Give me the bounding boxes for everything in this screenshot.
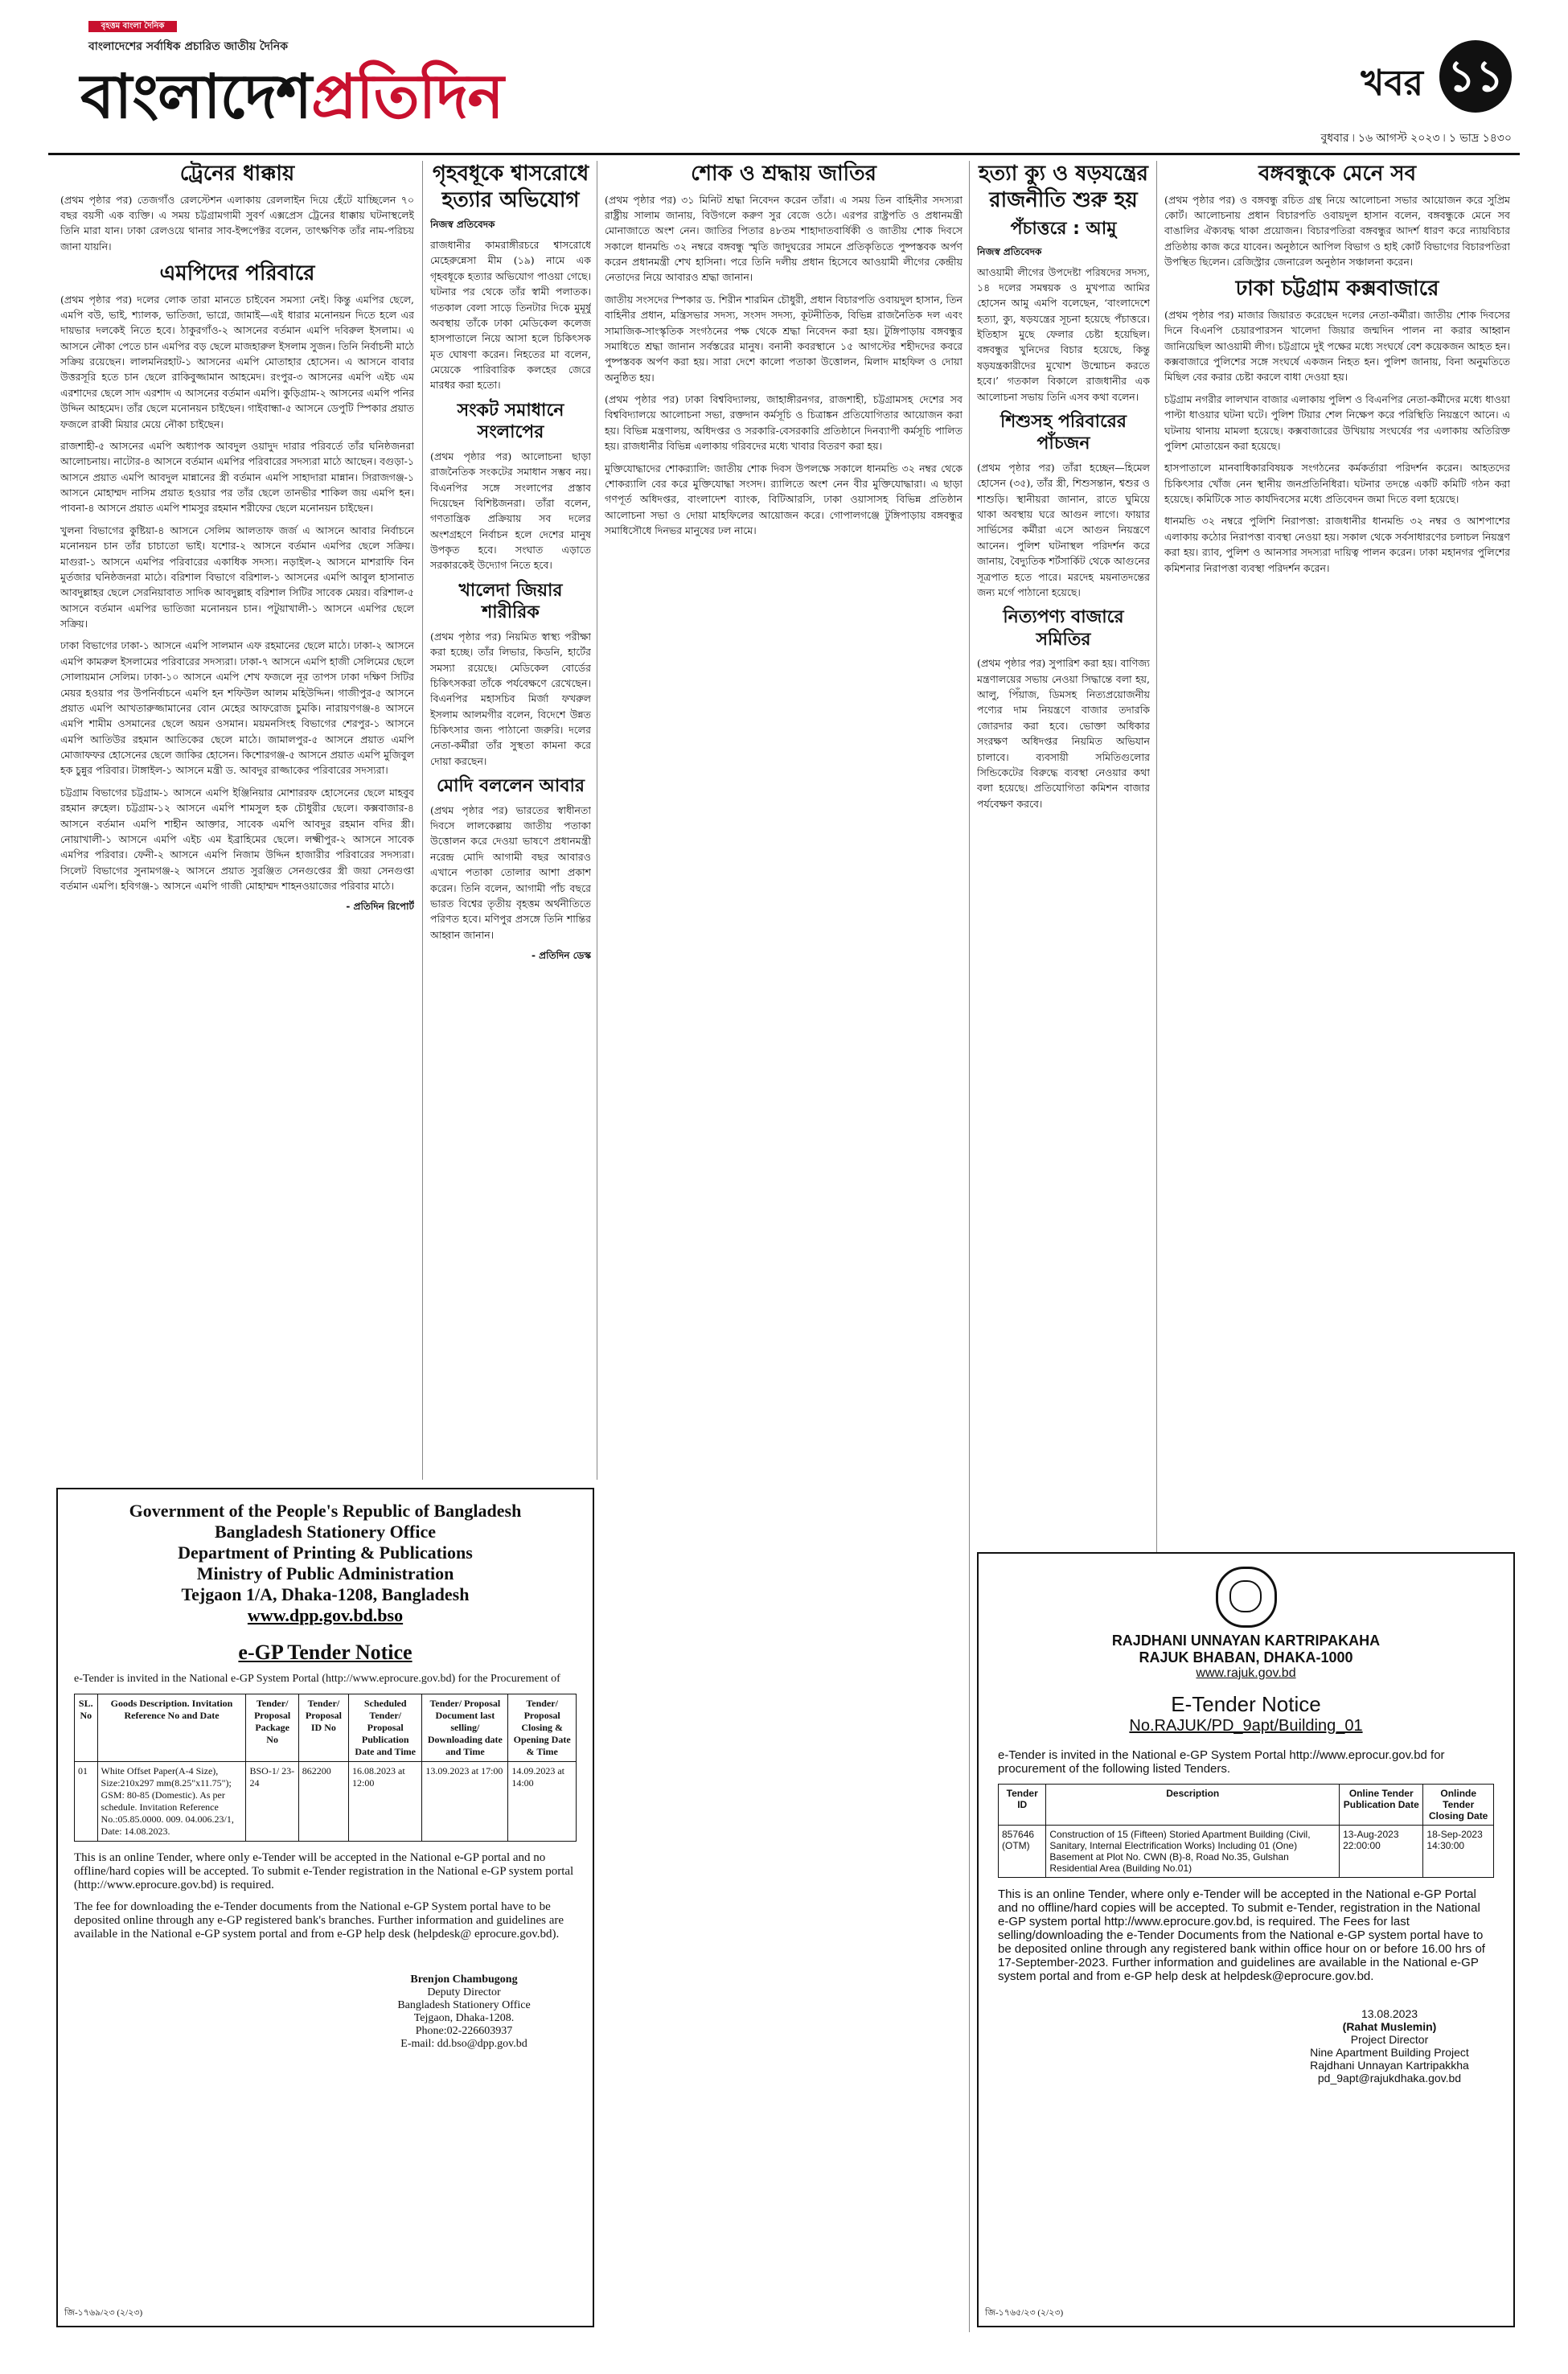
headline-modi[interactable]: মোদি বললেন আবার (436, 776, 585, 797)
column-divider (1156, 161, 1157, 1701)
headline-dialogue[interactable]: সংকট সমাধানে সংলাপের (457, 400, 564, 443)
headline-amu-sub: পঁচাত্তরে : আমু (1010, 219, 1117, 239)
ad-gov-line: Government of the People's Republic of Bangladesh (129, 1501, 522, 1521)
table-header: Onlinde Tender Closing Date (1423, 1785, 1494, 1826)
sig-project: Nine Apartment Building Project (1310, 2046, 1469, 2059)
headline-mourning[interactable]: শোক ও শ্রদ্ধায় জাতির (691, 162, 876, 186)
ad-ministry-line: Ministry of Public Administration (196, 1563, 454, 1583)
table-header: Tender/ Proposal Document last selling/ Downloading date and Time (422, 1694, 508, 1762)
sig-title: Deputy Director (427, 1986, 501, 1998)
article-credit: - প্রতিদিন রিপোর্ট (346, 901, 414, 913)
sig-email[interactable]: E-mail: dd.bso@dpp.gov.bd (400, 2038, 527, 2050)
ad-dept-line: Department of Printing & Publications (178, 1542, 473, 1563)
byline: নিজস্ব প্রতিবেদক (977, 245, 1042, 257)
article-body: রাজধানীর কামরাঙ্গীরচরে শ্বাসরোধে মেহেরুন্নেসা মীম (১৯) নামে এক গৃহবধূকে হত্যার অভিযোগ পাওয়া গেছে। ঘটনার পর থেকে তাঁর স্বামী পলাতক। গতকাল বেলা সাড়ে তিনটার দিকে মুমূর্ষু অবস্থায় তাঁকে ঢাকা মেডিকেল কলেজ হাসপাতালে নিয়ে আসা হলে চিকিৎসক মৃত ঘোষণা করেন। নিহতের মা বলেন, মেয়েকে পারিবারিক কলহের জেরে মারধর করা হতো। (430, 239, 591, 392)
article-body: (প্রথম পৃষ্ঠার পর) ও বঙ্গবন্ধু রচিত গ্রন্থ নিয়ে আলোচনা সভার আয়োজন করে সুপ্রিম কোর্ট। আলোচনায় প্রধান বিচারপতি ওবায়দুল হাসান বলেন, বঙ্গবন্ধুকে মেনে সব বাঙালির ঐক্যবদ্ধ থাকা প্রয়োজন। বিচারপতিরা বঙ্গবন্ধুর আদর্শ ধারণ করে ন্যায়বিচার প্রতিষ্ঠায় কাজ করে যাবেন। অনুষ্ঠানে আপিল বিভাগ ও হাই কোর্ট বিভাগের বিচারপতিরা উপস্থিত ছিলেন। রেজিস্ট্রার জেনারেল অনুষ্ঠান সঞ্চালনা করেন। (1164, 193, 1510, 268)
logo-tag: বৃহত্তম বাংলা দৈনিক (88, 21, 177, 32)
table-header: Tender ID (999, 1785, 1046, 1826)
sig-date: 13.08.2023 (1361, 2007, 1418, 2020)
logo-part-2: প্রতিদিন (311, 60, 503, 132)
table-header: Online Tender Publication Date (1340, 1785, 1423, 1826)
sig-email[interactable]: pd_9apt@rajukdhaka.gov.bd (1317, 2072, 1462, 2084)
table-cell: BSO-1/ 23-24 (246, 1762, 298, 1842)
rajuk-tender-ad (977, 1552, 1515, 2327)
headline-market[interactable]: নিত্যপণ্য বাজারে সমিতির (1003, 607, 1124, 650)
rajuk-ref: No.RAJUK/PD_9apt/Building_01 (1129, 1717, 1363, 1735)
article-body: (প্রথম পৃষ্ঠার পর) ভারতের স্বাধীনতা দিবসে লালকেল্লায় জাতীয় পতাকা উত্তোলন করে দেওয়া ভাষণে প্রধানমন্ত্রী নরেন্দ্র মোদি আগামী বছর আবারও এখানে পতাকা তোলার আশা প্রকাশ করেন। তিনি বলেন, আগামী পাঁচ বছরে ভারত বিশ্বের তৃতীয় বৃহত্তম অর্থনীতিতে পরিণত হবে। মণিপুর প্রসঙ্গে তিনি শান্তির আহ্বান জানান। (430, 803, 591, 941)
rajuk-notes: This is an online Tender, where only e-Tender will be accepted in the National e-GP Portal and no offline/hard copies will be accepted. To submit e-Tender, registration in the National e-GP system portal http://www.eprocure.gov.bd, is required. The Fees for last selling/downloading the e-Tender Documents from the National e-GP system portal have to be deposited online through any registered bank within office hour on or before 16.00 hrs of 17-September-2023. Further information and guidelines are available in the National e-GP system portal and from e-GP help desk at helpdesk@eprocure.gov.bd. (998, 1887, 1485, 1983)
article-body: জাতীয় সংসদের স্পিকার ড. শিরীন শারমিন চৌধুরী, প্রধান বিচারপতি ওবায়দুল হাসান, তিন বাহিনীর প্রধান, মন্ত্রিসভার সদস্য, সংসদ সদস্য, কূটনীতিক, বিভিন্ন রাজনৈতিক দল এবং সামাজিক-সাংস্কৃতিক সংগঠনের পক্ষ থেকে শ্রদ্ধা নিবেদন করা হয়। টুঙ্গিপাড়ায় বঙ্গবন্ধুর সমাধিতে শ্রদ্ধা জানান সর্বস্তরের মানুষ। বনানী কবরস্থানে ১৫ আগস্টের শহীদদের কবরে পুষ্পস্তবক অর্পণ করা হয়। সারা দেশে কালো পতাকা উত্তোলন, মিলাদ মাহফিল ও দোয়া অনুষ্ঠিত হয়। (605, 293, 963, 384)
article-body: ধানমন্ডি ৩২ নম্বরে পুলিশি নিরাপত্তা: রাজধানীর ধানমন্ডি ৩২ নম্বর ও আশপাশের এলাকায় কঠোর নিরাপত্তা ব্যবস্থা নেওয়া হয়। সকাল থেকে সর্বসাধারণের চলাচল নিয়ন্ত্রণ করা হয়। র‍্যাব, পুলিশ ও আনসার সদস্যরা দায়িত্ব পালন করেন। ঢাকা মহানগর পুলিশের কমিশনার নিরাপত্তা ব্যবস্থা পরিদর্শন করেন। (1164, 515, 1510, 574)
article-body: হাসপাতালে মানবাধিকারবিষয়ক সংগঠনের কর্মকর্তারা পরিদর্শন করেন। আহতদের চিকিৎসার খোঁজ নেন স্থানীয় জনপ্রতিনিধিরা। ঘটনার তদন্তে একটি কমিটি গঠন করা হয়েছে। কমিটিকে সাত কার্যদিবসের মধ্যে প্রতিবেদন জমা দিতে বলা হয়েছে। (1164, 462, 1510, 505)
table-header: Tender/ Proposal Closing & Opening Date & Time (508, 1694, 577, 1762)
column-3 (605, 161, 963, 2332)
newspaper-logo[interactable] (80, 50, 503, 152)
headline-amu[interactable]: হত্যা ক্যু ও ষড়যন্ত্রের রাজনীতি শুরু হয় (979, 162, 1148, 212)
rajuk-intro: e-Tender is invited in the National e-GP System Portal http://www.eprocur.gov.bd for procurement of the following listed Tenders. (998, 1748, 1445, 1776)
table-header: Goods Description. Invitation Reference No and Date (97, 1694, 246, 1762)
headline-fire-family[interactable]: শিশুসহ পরিবারের পাঁচজন (1000, 411, 1127, 454)
ad-intro: e-Tender is invited in the National e-GP System Portal (http://www.eprocure.gov.bd) for the Procurement of (74, 1673, 560, 1685)
table-cell: White Offset Paper(A-4 Size), Size:210x297 mm(8.25"x11.75"); GSM: 80-85 (Domestic). As per schedule. Invitation Reference No.:05.85.0000. 009. 04.006.23/1, Date: 14.08.2023. (97, 1762, 246, 1842)
ad-signature-block (351, 1974, 577, 2051)
masthead (48, 16, 1520, 155)
ad-note-2: The fee for downloading the e-Tender documents from the National e-GP System portal have to be deposited online through any e-GP registered bank's branches. Further information and guidelines are available in the National e-GP system portal and from e-GP help desk (helpdesk@ eprocure.gov.bd). (74, 1900, 564, 1941)
headline-khaleda[interactable]: খালেদা জিয়ার শারীরিক (458, 580, 563, 623)
sig-org: Rajdhani Unnayan Kartripakkha (1310, 2059, 1469, 2072)
article-body: (প্রথম পৃষ্ঠার পর) ৩১ মিনিট শ্রদ্ধা নিবেদন করেন তাঁরা। এ সময় তিন বাহিনীর সদস্যরা রাষ্ট্রীয় সালাম জানায়, বিউগলে করুণ সুর বেজে ওঠে। এরপর রাষ্ট্রপতি ও প্রধানমন্ত্রী মোনাজাতে অংশ নেন। জাতির পিতার ৪৮তম শাহাদাতবার্ষিকী ও জাতীয় শোক দিবসে সকালে ধানমন্ডি ৩২ নম্বরে বঙ্গবন্ধু স্মৃতি জাদুঘরের সামনে প্রতিকৃতিতে পুষ্পস্তবক অর্পণ করেন প্রধানমন্ত্রী শেখ হাসিনা। পরে তিনি দলীয় প্রধান হিসেবে আওয়ামী লীগের কেন্দ্রীয় নেতাদের নিয়ে আবারও শ্রদ্ধা জানান। (605, 193, 963, 284)
article-body: (প্রথম পৃষ্ঠার পর) তাঁরা হচ্ছেন—হিমেল হোসেন (৩৫), তাঁর স্ত্রী, শিশুসন্তান, শ্বশুর ও শাশুড়ি। স্থানীয়রা জানান, রাতে ঘুমিয়ে থাকা অবস্থায় ঘরে আগুন লাগে। ফায়ার সার্ভিসের কর্মীরা এসে আগুন নিয়ন্ত্রণে আনেন। পুলিশ ঘটনাস্থল পরিদর্শন করে জানায়, বৈদ্যুতিক শর্টসার্কিট থেকে আগুনের সূত্রপাত হতে পারে। মরদেহ ময়নাতদন্তের জন্য মর্গে পাঠানো হয়েছে। (977, 461, 1150, 598)
headline-mp-family[interactable]: এমপিদের পরিবারে (159, 261, 315, 285)
table-header: Tender/ Proposal ID No (298, 1694, 348, 1762)
column-1 (60, 161, 414, 1476)
column-4 (977, 161, 1150, 1701)
bso-tender-ad (56, 1488, 594, 2327)
article-body: (প্রথম পৃষ্ঠার পর) আলোচনা ছাড়া রাজনৈতিক সংকটের সমাধান সম্ভব নয়। বিএনপির সঙ্গে সংলাপের প্রস্তাব দিয়েছেন বিশিষ্টজনরা। তাঁরা বলেন, গণতান্ত্রিক প্রক্রিয়ায় সব দলের অংশগ্রহণে নির্বাচন হলে দেশের মানুষ উপকৃত হবে। সংঘাত এড়াতে সরকারকেই উদ্যোগ নিতে হবে। (430, 450, 591, 572)
rajuk-org: RAJDHANI UNNAYAN KARTRIPAKAHA (1111, 1633, 1381, 1649)
table-cell: 16.08.2023 at 12:00 (349, 1762, 422, 1842)
table-header: Tender/ Proposal Package No (246, 1694, 298, 1762)
article-body: (প্রথম পৃষ্ঠার পর) সুপারিশ করা হয়। বাণিজ্য মন্ত্রণালয়ের সভায় নেওয়া সিদ্ধান্তে বলা হয়, আলু, পিঁয়াজ, ডিমসহ নিত্যপ্রয়োজনীয় পণ্যের দাম নিয়ন্ত্রণে বাজার তদারকি জোরদার করা হবে। ভোক্তা অধিকার সংরক্ষণ অধিদপ্তর নিয়মিত অভিযান চালাবে। ব্যবসায়ী সমিতিগুলোর সিন্ডিকেটের বিরুদ্ধে ব্যবস্থা নেওয়ার কথা বলা হয়েছে। প্রতিযোগিতা কমিশন বাজার পর্যবেক্ষণ করবে। (977, 657, 1150, 810)
sig-title: Project Director (1350, 2033, 1429, 2046)
logo-part-1: বাংলাদেশ (80, 60, 312, 132)
ad-website-link[interactable]: www.dpp.gov.bd.bso (247, 1605, 404, 1625)
article-body: ঢাকা বিভাগের ঢাকা-১ আসনে এমপি সালমান এফ রহমানের ছেলে মাঠে। ঢাকা-২ আসনে এমপি কামরুল ইসলামের পরিবারের সদস্যরা। ঢাকা-৭ আসনে এমপি হাজী সেলিমের ছেলে সোলায়মান সেলিম। ঢাকা-১০ আসনে এমপি শেখ ফজলে নূর তাপস ঢাকা দক্ষিণ সিটির মেয়র হওয়ার পর উপনির্বাচনে এমপি হন শফিউল আলম মহিউদ্দিন। গাজীপুর-৫ আসনে প্রয়াত এমপি আখতারুজ্জামানের বোন মেহের আফরোজ চুমকি। নারায়ণগঞ্জ-৪ আসনে এমপি শামীম ওসমানের ছেলে অয়ন ওসমান। ময়মনসিংহ বিভাগের শেরপুর-১ আসনে এমপি আতিউর রহমান আতিকের ছেলে মাঠে। জামালপুর-৫ আসনে প্রয়াত এমপি মোজাফফর হোসেনের ছেলে জাকির হোসেন। কিশোরগঞ্জ-৫ আসনে প্রয়াত এমপি মুজিবুল হক চুন্নুর পরিবার। টাঙ্গাইল-১ আসনে মন্ত্রী ড. আবদুর রাজ্জাকের পরিবারের সদস্যরা। (60, 639, 414, 777)
headline-housewife[interactable]: গৃহবধূকে শ্বাসরোধে হত্যার অভিযোগ (432, 162, 589, 212)
article-body: আওয়ামী লীগের উপদেষ্টা পরিষদের সদস্য, ১৪ দলের সমন্বয়ক ও মুখপাত্র আমির হোসেন আমু এমপি বলেছেন, ‘বাংলাদেশে হত্যা, ক্যু, ষড়যন্ত্রের সূচনা হয়েছে পঁচাত্তরে। ইতিহাস মুছে ফেলার চেষ্টা হয়েছিল। বঙ্গবন্ধুর খুনিদের বিচার হয়েছে, কিন্তু ষড়যন্ত্রকারীদের মুখোশ উন্মোচন করতে হবে।’ গতকাল বিকালে রাজধানীর এক আলোচনা সভায় তিনি এসব কথা বলেন। (977, 265, 1150, 403)
headline-dhaka-ctg[interactable]: ঢাকা চট্টগ্রাম কক্সবাজারে (1235, 277, 1439, 302)
logo-subtitle: বাংলাদেশের সর্বাধিক প্রচারিত জাতীয় দৈনিক (88, 40, 288, 53)
headline-train[interactable]: ট্রেনের ধাক্কায় (179, 162, 295, 186)
table-cell: 13.09.2023 at 17:00 (422, 1762, 508, 1842)
article-body: মুক্তিযোদ্ধাদের শোকর‍্যালি: জাতীয় শোক দিবস উপলক্ষে সকালে ধানমন্ডি ৩২ নম্বর থেকে শোকর‍্যালি বের করে মুক্তিযোদ্ধা সংসদ। র‍্যালিতে অংশ নেন বীর মুক্তিযোদ্ধারা। এ ছাড়া গণপূর্ত অধিদপ্তর, বাংলাদেশ ব্যাংক, বিটিআরসি, ঢাকা ওয়াসাসহ বিভিন্ন প্রতিষ্ঠান আলোচনা সভা ও দোয়া মাহফিলের আয়োজন করে। গোপালগঞ্জে টুঙ্গিপাড়ায় বঙ্গবন্ধুর সমাধিসৌধে দিনভর মানুষের ঢল নামে। (605, 462, 963, 536)
column-2 (430, 161, 591, 1476)
table-cell: 862200 (298, 1762, 348, 1842)
table-cell: Construction of 15 (Fifteen) Storied Apartment Building (Civil, Sanitary, Internal Electrification Works) Including 01 (One) Basement at Plot No. CWN (B)-8, Road No.35, Gulshan Residential Area (Building No.01) (1046, 1826, 1340, 1878)
byline: নিজস্ব প্রতিবেদক (430, 219, 495, 230)
sig-phone: Phone:02-226603937 (415, 2025, 513, 2037)
table-header: Description (1046, 1785, 1340, 1826)
table-row (75, 1762, 577, 1842)
page-number: ১১ (1439, 40, 1512, 113)
section-name: খবর (1361, 63, 1423, 104)
article-body: খুলনা বিভাগের কুষ্টিয়া-৪ আসনে সেলিম আলতাফ জর্জ এ আসনে আবার নির্বাচনে মনোনয়ন চান তাঁর চাচাতো ভাই। যশোর-২ আসনে বর্তমান এমপির ছেলে সক্রিয়। মাগুরা-১ আসনে এমপির পরিবারের একাধিক সদস্য। নড়াইল-২ আসনে মাশরাফি বিন মুর্তজার ঘনিষ্ঠজনরা মাঠে। বরিশাল বিভাগে বরিশাল-১ আসনের এমপি আবুল হাসানাত আবদুল্লাহর ছেলে সেরনিয়াবাত সাদিক আবদুল্লাহ বরিশাল সিটির সাবেক মেয়র। বরিশাল-৫ আসনে বর্তমান এমপির ভাতিজা মনোনয়ন চান। পটুয়াখালী-১ আসনে এমপির ছেলে সক্রিয়। (60, 524, 414, 630)
table-cell: 857646 (OTM) (999, 1826, 1046, 1878)
ad-office-line: Bangladesh Stationery Office (215, 1522, 436, 1542)
table-cell: 13-Aug-2023 22:00:00 (1340, 1826, 1423, 1878)
rajuk-emblem-icon (1216, 1567, 1277, 1628)
table-header: SL. No (75, 1694, 98, 1762)
column-divider (422, 161, 423, 1480)
column-divider (969, 161, 970, 2332)
sig-address: Tejgaon, Dhaka-1208. (413, 2012, 515, 2024)
ad-code: জি-১৭৬৯/২৩ (২/২৩) (64, 2308, 143, 2318)
article-credit: - প্রতিদিন ডেস্ক (532, 950, 591, 961)
rajuk-address: RAJUK BHABAN, DHAKA-1000 (1139, 1649, 1353, 1665)
rajuk-website-link[interactable]: www.rajuk.gov.bd (1196, 1666, 1296, 1680)
article-body: (প্রথম পৃষ্ঠার পর) মাজার জিয়ারত করেছেন দলের নেতা-কর্মীরা। জাতীয় শোক দিবসের দিনে বিএনপি চেয়ারপারসন খালেদা জিয়ার জন্মদিন পালন না করার আহ্বান জানিয়েছিল আওয়ামী লীগ। চট্টগ্রামে দুই পক্ষের মধ্যে সংঘর্ষে বেশ কয়েকজন আহত হন। কক্সবাজারে পুলিশের সঙ্গে সংঘর্ষে একজন নিহত হন। পুলিশ জানায়, বিনা অনুমতিতে মিছিল বের করার চেষ্টা করলে বাধা দেওয়া হয়। (1164, 308, 1510, 384)
table-row (999, 1826, 1494, 1878)
article-body: (প্রথম পৃষ্ঠার পর) দলের লোক তারা মানতে চাইবেন সমস্যা নেই। কিন্তু এমপির ছেলে, এমপি বউ, ভাই, শ্যালক, ভাতিজা, ভাগ্নে, জামাই—এই ধারার মনোনয়ন দিতে হলে এর দায়ভার দলকেই নিতে হবে। ঠাকুরগাঁও-২ আসনের বর্তমান এমপি দবিরুল ইসলাম। এ আসনে নৌকা পেতে চান এমপির বড় ছেলে মাজহারুল ইসলাম সুজন। তিনি নির্বাচনী মাঠে সক্রিয় রয়েছেন। লালমনিরহাট-১ আসনের এমপি মোতাহার হোসেন। এ আসনে বাবার উত্তরসূরি হতে চান ছেলে রাকিবুজ্জামান আহমেদ। রংপুর-৩ আসনের এমপি এইচ এম এরশাদের ছেলে সাদ এরশাদ এ আসনের বর্তমান এমপি। কুড়িগ্রাম-২ আসনের এমপি পনির উদ্দিন আহমেদ। তাঁর ছেলে মনোনয়ন চাইছেন। গাইবান্ধা-৫ আসনে ডেপুটি স্পিকার প্রয়াত ফজলে রাব্বী মিয়ার মেয়ে নৌকা চাইছেন। (60, 293, 414, 430)
sig-office: Bangladesh Stationery Office (397, 1999, 531, 2011)
headline-bangabandhu[interactable]: বঙ্গবন্ধুকে মেনে সব (1258, 162, 1417, 186)
article-body: (প্রথম পৃষ্ঠার পর) তেজগাঁও রেলস্টেশন এলাকায় রেললাইন দিয়ে হেঁটে যাচ্ছিলেন ৭০ বছর বয়সী এক ব্যক্তি। এ সময় চট্টগ্রামগামী সুবর্ণ এক্সপ্রেস ট্রেনের ধাক্কায় ঘটনাস্থলেই তিনি মারা যান। ঢাকা রেলওয়ে থানার সাব-ইন্সপেক্টর বলেন, তাৎক্ষণিক তাঁর নাম-পরিচয় জানা যায়নি। (60, 193, 414, 253)
ad-title: e-GP Tender Notice (238, 1641, 413, 1664)
table-cell: 01 (75, 1762, 98, 1842)
ad-note-1: This is an online Tender, where only e-Tender will be accepted in the National e-GP portal and no offline/hard copies will be accepted. To submit e-Tender registration in the National e-GP system portal (http://www.eprocure.gov.bd) is required. (74, 1851, 574, 1891)
rajuk-signature-block (1285, 2007, 1494, 2084)
ad-code: জি-১৭৬৫/২৩ (২/২৩) (985, 2308, 1064, 2318)
dateline: বুধবার ৷ ১৬ আগস্ট ২০২৩ ৷ ১ ভাদ্র ১৪৩০ (1320, 132, 1512, 145)
ad-address-line: Tejgaon 1/A, Dhaka-1208, Bangladesh (181, 1584, 470, 1604)
sig-name: Brenjon Chambugong (410, 1974, 518, 1986)
rajuk-tender-table (998, 1784, 1494, 1878)
article-body: চট্টগ্রাম বিভাগের চট্টগ্রাম-১ আসনে এমপি ইঞ্জিনিয়ার মোশাররফ হোসেনের ছেলে মাহবুব রহমান রুহেল। চট্টগ্রাম-১২ আসনে এমপি শামসুল হক চৌধুরীর ছেলে। কক্সবাজার-৪ আসনে বর্তমান এমপি শাহীন আক্তার, সাবেক এমপি আবদুর রহমান বদির স্ত্রী। নোয়াখালী-১ আসনে এমপি এইচ এম ইব্রাহিমের ছেলে। লক্ষ্মীপুর-২ আসনে সাবেক এমপির পরিবার। ফেনী-২ আসনে এমপি নিজাম উদ্দিন হাজারীর পরিবারের সদস্যরা। সিলেট বিভাগের সুনামগঞ্জ-২ আসনে প্রয়াত সুরঞ্জিত সেনগুপ্তের স্ত্রী জয়া সেনগুপ্তা বর্তমান এমপি। হবিগঞ্জ-১ আসনে এমপি গাজী মোহাম্মদ শাহনওয়াজের পরিবার মাঠে। (60, 786, 414, 892)
tender-table (74, 1694, 577, 1842)
article-body: চট্টগ্রাম নগরীর লালখান বাজার এলাকায় পুলিশ ও বিএনপির নেতা-কর্মীদের মধ্যে ধাওয়া পাল্টা ধাওয়ার ঘটনা ঘটে। পুলিশ টিয়ার শেল নিক্ষেপ করে পরিস্থিতি নিয়ন্ত্রণে আনে। এ ঘটনায় থানায় মামলা হয়েছে। কক্সবাজারের উখিয়ায় সংঘর্ষের পর এলাকায় অতিরিক্ত পুলিশ মোতায়েন করা হয়েছে। (1164, 392, 1510, 452)
article-body: (প্রথম পৃষ্ঠার পর) ঢাকা বিশ্ববিদ্যালয়, জাহাঙ্গীরনগর, রাজশাহী, চট্টগ্রামসহ দেশের সব বিশ্ববিদ্যালয়ে আলোচনা সভা, রক্তদান কর্মসূচি ও চিত্রাঙ্কন প্রতিযোগিতার আয়োজন করা হয়। বিভিন্ন মন্ত্রণালয়, অধিদপ্তর ও সরকারি-বেসরকারি প্রতিষ্ঠানে দিনব্যাপী কর্মসূচি পালিত হয়। রাজধানীর বিভিন্ন এলাকায় গরিবদের মধ্যে খাবার বিতরণ করা হয়। (605, 393, 963, 453)
sig-name: (Rahat Muslemin) (1342, 2020, 1437, 2033)
rajuk-ad-title: E-Tender Notice (1171, 1692, 1321, 1716)
table-header: Scheduled Tender/ Proposal Publication Date and Time (349, 1694, 422, 1762)
column-5 (1164, 161, 1510, 1701)
article-body: (প্রথম পৃষ্ঠার পর) নিয়মিত স্বাস্থ্য পরীক্ষা করা হচ্ছে। তাঁর লিভার, কিডনি, হার্টের সমস্যা রয়েছে। মেডিকেল বোর্ডের চিকিৎসকরা তাঁকে পর্যবেক্ষণে রেখেছেন। বিএনপির মহাসচিব মির্জা ফখরুল ইসলাম আলমগীর বলেন, বিদেশে উন্নত চিকিৎসার জন্য পাঠানো জরুরি। দলের নেতা-কর্মীরা তাঁর সুস্থতা কামনা করে দোয়া করছেন। (430, 630, 591, 767)
article-body: রাজশাহী-৫ আসনের এমপি অধ্যাপক আবদুল ওয়াদুদ দারার পরিবর্তে তাঁর ঘনিষ্ঠজনরা আলোচনায়। নাটোর-৪ আসনে বর্তমান এমপির পরিবারের সদস্যরা মাঠে আছেন। বগুড়া-১ আসনে প্রয়াত এমপি আবদুল মান্নানের স্ত্রী বর্তমান এমপি সাহাদারা মান্নান। সিরাজগঞ্জ-১ আসনে মোহাম্মদ নাসিম প্রয়াত হওয়ার পর তাঁর ছেলে তানভীর শাকিল জয় এমপি হন। পাবনা-৪ আসনে প্রয়াত এমপি শামসুর রহমান শরীফের ছেলে মনোনয়ন চাইছেন। (60, 439, 414, 515)
table-cell: 18-Sep-2023 14:30:00 (1423, 1826, 1494, 1878)
table-cell: 14.09.2023 at 14:00 (508, 1762, 577, 1842)
